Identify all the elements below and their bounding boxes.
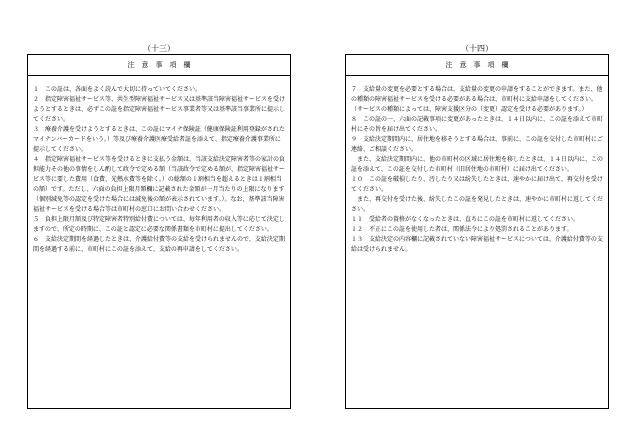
notice-item-9: ９ 支給決定期間内に、居住地を移そうとする場合は、事前に、この証を交付した市町村にご連絡、ご相談ください。 [351,136,604,153]
notice-item-2: ２ 指定障害福祉サービス等、共生型障害福祉サービス又は基準該当障害福祉サービスを受けようとするときは、必ずこの証を指定障害福祉サービス事業者等又は基準該当事業所に提示してください。 [33,96,286,123]
notice-item-6: ６ 支給決定期間を経過したときは、介護給付費等の支給を受けられませんので、支給決定期間を経過する前に、市町村にこの証を添えて、支給の再申請をしてください。 [33,236,285,253]
left-panel-body [28,76,290,255]
right-page-number: （十四） [461,44,493,53]
notice-item-13: １３ 支給決定の内容欄に記載されていない障害福祉サービスについては、介護給付費等の支給は受けられません。 [351,236,603,253]
left-notice-panel [27,54,291,409]
right-notice-panel [345,54,609,409]
notice-item-7: ７ 支給量の変更を必要とする場合は、支給量の変更の申請をすることができます。また、他の種類の障害福祉サービスを受ける必要がある場合は、市町村に支給申請をしてください。（サービスの種類によっては、障害支援区分の（変更）認定を受ける必要があります。） [351,86,603,113]
right-panel-heading: 注 意 事 項 欄 [346,55,608,76]
notice-item-8: ８ この証の一、六面の記載事項に変更があったときは、１４日以内に、この証を添えて市町村にその旨を届け出てください。 [351,116,603,133]
notice-item-9-continued: また、支給決定期間内に、他の市町村の区域に居住地を移したときは、１４日以内に、この証を添えて、この証を交付した市町村（旧居住地の市町村）に届け出てください。 [351,156,604,173]
notice-item-11: １１ 受給者の資格がなくなったときは、直ちにこの証を市町村に返してください。 [351,216,580,223]
right-panel-body [346,76,608,255]
notice-item-4: ４ 指定障害福祉サービス等を受けるときに支払う金額は、当該支給決定障害者等の家計の負担能力その他の事情をしん酌して政令で定める額（当該政令で定める額が、指定障害福祉サービス等に要した費用（食費、光熱水費等を除く。）の総額の１割相当を超えるときは１割相当の額）です。ただし、六面の負担上限月額欄に記載された金額が一月当たりの上限になります（個別減免等の認定を受けた場合には減免後の額が表示されています。）。なお、基準該当障害福祉サービスを受ける場合等は市町村の窓口にお問い合わせください。 [33,156,286,213]
notice-item-3: ３ 療養介護を受けようとするときは、この証にマイナ保険証（健康保険証利用登録がされたマイナンバーカードをいう。）等及び療養介護医療受給者証を添えて、指定療養介護事業所に提示してください。 [33,126,285,153]
notice-item-12: １２ 不正にこの証を使用した者は、関係法令により処罰されることがあります。 [351,226,573,233]
notice-item-5: ５ 負担上限月額及び特定障害者特別給付費については、毎年利用者の収入等に応じて決定しますので、所定の時期に、この証と認定に必要な関係書類を市町村に提出してください。 [33,216,285,233]
left-panel-heading: 注 意 事 項 欄 [28,55,290,76]
notice-item-1: １ この証は、各面をよく読んで大切に持っていてください。 [33,86,202,93]
left-page-number: （十三） [143,44,175,53]
notice-item-10: １０ この証を破損したり、汚したり又は紛失したときは、速やかに届け出て、再交付を受けてください。 [351,176,603,193]
notice-item-10-continued: また、再交付を受けた後、紛失したこの証を発見したときは、速やかに市町村に返してください。 [351,196,604,213]
